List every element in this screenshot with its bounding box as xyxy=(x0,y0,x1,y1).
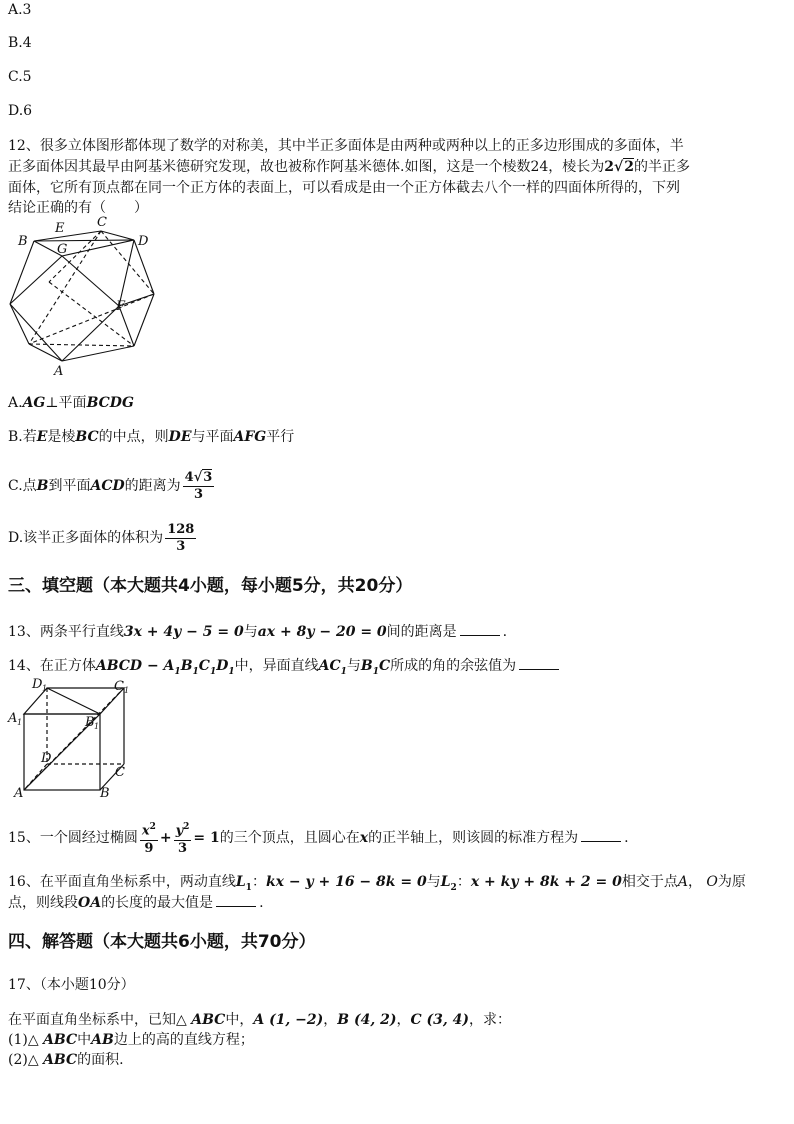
answer-blank[interactable] xyxy=(216,894,256,907)
svg-text:1: 1 xyxy=(42,684,48,693)
label-C: C xyxy=(97,215,107,230)
option-b: B.4 xyxy=(8,35,32,51)
label-C: C xyxy=(115,765,125,780)
label-C1: C xyxy=(114,679,124,694)
q15: 15、一个圆经过椭圆 $\frac{x^2}{9}$ + $\frac{y^2}{3}$ = 1的三个顶点，且圆心在x的正半轴上，则该圆的标准方程为 . xyxy=(8,816,629,860)
q17-part1: (1)△ ABC中AB边上的高的直线方程； xyxy=(8,1032,254,1048)
q14: 14、在正方体ABCD − $A_1B_1C_1D_1$中，异面直线$AC_1$与$B_1C$所成的角的余弦值为 xyxy=(8,656,562,682)
q17-part2: (2)△ ABC的面积. xyxy=(8,1052,124,1068)
q12-line1: 12、很多立体图形都体现了数学的对称美，其中半正多面体是由两种或两种以上的正多边形围成的多面体，半 xyxy=(8,138,684,154)
svg-text:1: 1 xyxy=(94,722,100,731)
q17-intro: 在平面直角坐标系中，已知△ ABC中，A (1, −2)，B (4, 2)，C (3, 4)，求： xyxy=(8,1012,511,1028)
q16-line1: 16、在平面直角坐标系中，两动直线$L_1$：kx − y + 16 − 8k = 0与$L_2$：x + ky + 8k + 2 = 0相交于点A， O为原 xyxy=(8,874,746,893)
q12-line2: 正多面体因其最早由阿基米德研究发现，故也被称作阿基米德体.如图，这是一个棱数24，棱长为2√2的半正多 xyxy=(8,159,690,175)
label-G: G xyxy=(57,242,68,257)
label-D1: D xyxy=(32,677,43,692)
edge-length-root: 2 xyxy=(624,159,634,175)
q17-header: 17、（本小题10分） xyxy=(8,977,135,993)
edge-length-coef: 2 xyxy=(604,159,615,175)
q12-line3: 面体，它所有顶点都在同一个正方体的表面上，可以看成是由一个正方体截去八个一样的四面体所得的，下列 xyxy=(8,180,680,196)
label-A: A xyxy=(14,786,24,800)
label-B: B xyxy=(100,786,110,800)
option-d: D.6 xyxy=(8,103,33,119)
q12-option-c: C.点B到平面ACD的距离为 $\frac{4√3}{3}$ xyxy=(8,469,213,502)
polyhedron-figure xyxy=(4,214,174,380)
label-D: D xyxy=(138,234,149,249)
label-A1: A xyxy=(8,711,18,726)
option-a: A.3 xyxy=(8,2,32,18)
q13: 13、两条平行直线3x + 4y − 5 = 0与ax + 8y − 20 = 0间的距离是 . xyxy=(8,624,508,640)
label-E: E xyxy=(55,221,65,236)
option-c: C.5 xyxy=(8,69,32,85)
section3-heading: 三、填空题（本大题共4小题，每小题5分，共20分） xyxy=(8,576,413,596)
q16-line2: 点，则线段OA的长度的最大值是 . xyxy=(8,895,264,911)
label-B1: B xyxy=(85,715,95,730)
q12-line2-text: 正多面体因其最早由阿基米德研究发现，故也被称作阿基米德体.如图，这是一个棱数24，棱长为 xyxy=(8,159,605,175)
q12-option-a: A.AG⊥平面BCDG xyxy=(8,395,134,411)
svg-text:1: 1 xyxy=(17,718,23,727)
label-B: B xyxy=(18,234,28,249)
svg-text:1: 1 xyxy=(124,686,130,695)
label-A: A xyxy=(54,364,64,379)
label-D: D xyxy=(41,751,52,766)
answer-blank[interactable] xyxy=(460,623,500,636)
answer-blank[interactable] xyxy=(581,829,621,842)
fraction-4root3-over-3: $\frac{4√3}{3}$ xyxy=(184,469,213,502)
q12-line4: 结论正确的有（ ） xyxy=(8,200,148,216)
answer-blank[interactable] xyxy=(519,657,559,670)
q12-line2-suffix: 的半正多 xyxy=(633,159,690,175)
q12-option-d: D.该半正多面体的体积为 $\frac{128}{3}$ xyxy=(8,521,195,554)
fraction-128-over-3: $\frac{128}{3}$ xyxy=(167,521,195,554)
q12-option-b: B.若E是棱BC的中点，则DE与平面AFG平行 xyxy=(8,429,295,445)
cube-figure xyxy=(4,676,134,800)
label-F: F xyxy=(116,299,126,314)
section4-heading: 四、解答题（本大题共6小题，共70分） xyxy=(8,932,316,952)
